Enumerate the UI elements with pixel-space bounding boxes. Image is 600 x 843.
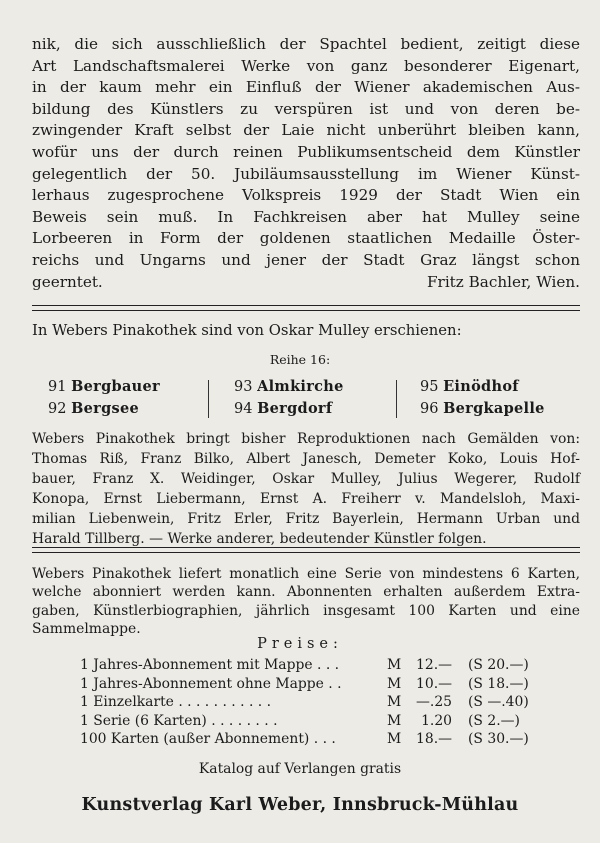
subscription-line: Webers Pinakothek liefert monatlich eine Serie von mindestens 6 Karten,	[32, 566, 580, 582]
work-title: Bergkapelle	[443, 400, 545, 417]
price-value: 1.20	[421, 712, 452, 729]
price-row	[80, 656, 540, 675]
work-item	[420, 376, 590, 398]
price-currency: M	[387, 731, 402, 748]
essay-closing-row	[32, 272, 580, 294]
work-title: Bergbauer	[71, 378, 160, 395]
works-column	[48, 376, 218, 420]
work-item	[234, 376, 404, 398]
work-number: 95	[420, 379, 439, 395]
price-label: 1 Serie (6 Karten) . . . . . . . .	[80, 712, 278, 729]
price-row	[80, 712, 540, 731]
subscription-line: Sammelmappe.	[32, 621, 141, 638]
works-heading: In Webers Pinakothek sind von Oskar Mulley erschienen:	[32, 322, 462, 339]
work-item	[48, 376, 218, 398]
work-number: 91	[48, 379, 67, 395]
works-list	[48, 376, 558, 420]
prices-title: Preise:	[257, 636, 343, 652]
price-value: 10.—	[416, 675, 452, 692]
work-item	[420, 398, 590, 420]
publisher-name: Kunstverlag Karl Weber, Innsbruck-Mühlau	[81, 795, 519, 815]
price-alt: (S 2.—)	[468, 712, 520, 729]
price-label: 100 Karten (außer Abonnement) . . .	[80, 731, 336, 748]
price-row	[80, 693, 540, 712]
work-number: 94	[234, 401, 253, 417]
price-value: 12.—	[416, 657, 452, 673]
essay-line: Beweis sein muß. In Fachkreisen aber hat Mulley seine	[32, 207, 580, 226]
essay-line: nik, die sich ausschließlich der Spachtel bedient, zeitigt diese	[32, 35, 580, 53]
artists-line: Konopa, Ernst Liebermann, Ernst A. Freiherr v. Mandelsloh, Maxi-	[32, 491, 580, 508]
work-title: Bergdorf	[257, 400, 333, 417]
price-value: —.25	[416, 694, 452, 711]
price-label: 1 Jahres-Abonnement mit Mappe . . .	[80, 657, 340, 673]
essay-line: zwingender Kraft selbst der Laie nicht unberührt bleiben kann,	[32, 121, 580, 140]
works-column	[234, 376, 404, 420]
essay-line: bildung des Künstlers zu verspüren ist und von deren be-	[32, 99, 580, 118]
price-alt: (S —.40)	[468, 694, 529, 711]
price-label: 1 Einzelkarte . . . . . . . . . . .	[80, 694, 272, 711]
work-title: Bergsee	[71, 400, 140, 417]
author-signature: Fritz Bachler, Wien.	[427, 272, 580, 291]
essay-line: lerhaus zugesprochene Volkspreis 1929 der Stadt Wien ein	[32, 186, 580, 205]
essay-line: wofür uns der durch reinen Publikumsentscheid dem Künstler	[32, 142, 580, 161]
works-column	[420, 376, 590, 420]
price-alt: (S 30.—)	[468, 731, 529, 748]
price-alt: (S 18.—)	[468, 675, 529, 692]
series-label: Reihe 16:	[269, 352, 331, 367]
price-row	[80, 675, 540, 694]
artists-paragraph	[32, 429, 580, 550]
essay-last-line: geerntet.	[32, 272, 103, 291]
price-label: 1 Jahres-Abonnement ohne Mappe . .	[80, 675, 342, 692]
price-currency: M	[387, 694, 402, 711]
column-divider	[208, 380, 209, 418]
work-title: Almkirche	[257, 378, 344, 395]
essay-line: reichs und Ungarns und jener der Stadt Graz längst schon	[32, 250, 580, 269]
price-currency: M	[387, 712, 402, 729]
essay-line: Lorbeeren in Form der goldenen staatlichen Medaille Öster-	[32, 229, 580, 248]
work-number: 96	[420, 401, 439, 417]
work-number: 92	[48, 401, 67, 417]
subscription-line: gaben, Künstlerbiographien, jährlich insgesamt 100 Karten und eine	[32, 602, 580, 619]
artists-line: milian Liebenwein, Fritz Erler, Fritz Bayerlein, Hermann Urban und	[32, 511, 580, 528]
price-alt: (S 20.—)	[468, 657, 529, 673]
catalog-note: Katalog auf Verlangen gratis	[198, 761, 402, 777]
column-divider	[396, 380, 397, 418]
double-rule-divider	[32, 305, 580, 311]
price-row	[80, 730, 540, 749]
subscription-line: welche abonniert werden kann. Abonnenten erhalten außerdem Extra-	[32, 584, 580, 601]
essay-line: in der kaum mehr ein Einfluß der Wiener akademischen Aus-	[32, 78, 580, 97]
work-title: Einödhof	[443, 378, 519, 395]
artists-line: bauer, Franz X. Weidinger, Oskar Mulley, Julius Wegerer, Rudolf	[32, 471, 580, 488]
artists-line: Harald Tillberg. — Werke anderer, bedeutender Künstler folgen.	[32, 531, 487, 548]
double-rule-divider	[32, 547, 580, 553]
artists-line: Thomas Riß, Franz Bilko, Albert Janesch, Demeter Koko, Louis Hof-	[32, 451, 580, 468]
work-number: 93	[234, 379, 253, 395]
subscription-paragraph	[32, 565, 580, 639]
work-item	[48, 398, 218, 420]
artists-line: Webers Pinakothek bringt bisher Reproduktionen nach Gemälden von:	[32, 431, 580, 447]
essay-line: Art Landschaftsmalerei Werke von ganz besonderer Eigenart,	[32, 56, 580, 75]
price-currency: M	[387, 657, 402, 673]
work-item	[234, 398, 404, 420]
essay-paragraph	[32, 34, 580, 293]
price-value: 18.—	[416, 731, 452, 748]
price-table	[80, 656, 540, 749]
price-currency: M	[387, 675, 402, 692]
essay-line: gelegentlich der 50. Jubiläumsausstellung im Wiener Künst-	[32, 164, 580, 183]
